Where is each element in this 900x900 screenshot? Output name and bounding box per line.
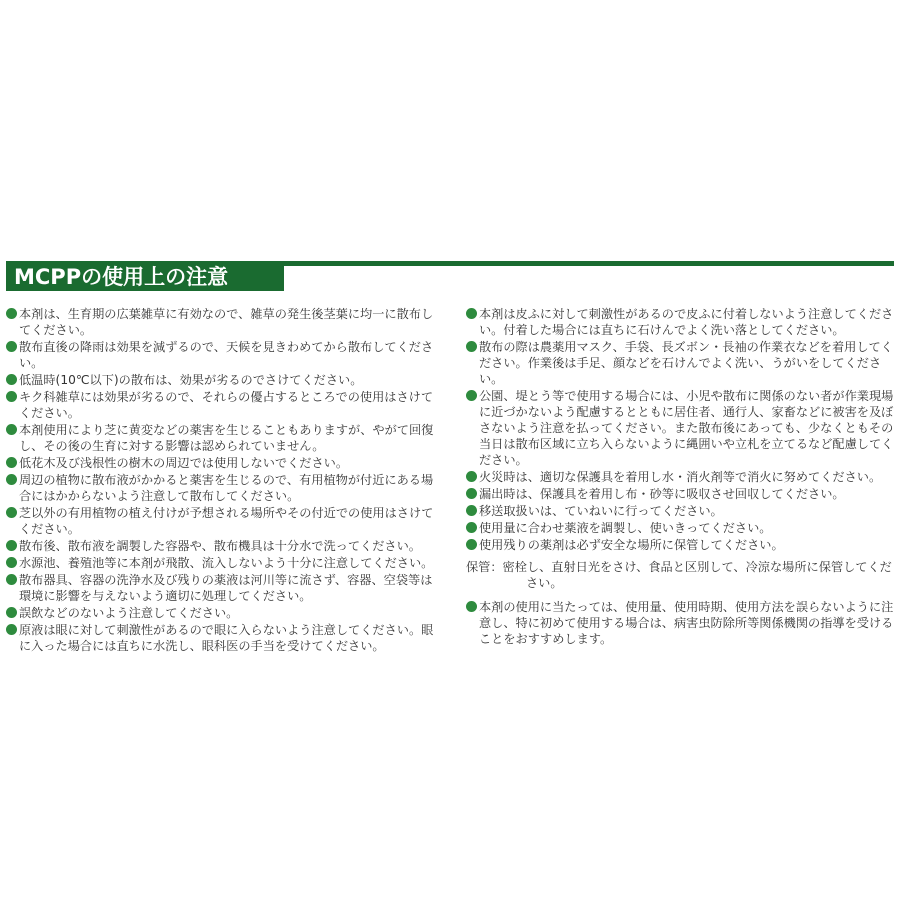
list-item: [466, 599, 894, 647]
list-item-text: 使用残りの薬剤は必ず安全な場所に保管してください。: [479, 538, 784, 552]
bullet-icon: [6, 574, 17, 585]
storage-text: 保管：密栓し、直射日光をさけ、食品と区別して、冷涼な場所に保管してください。: [466, 560, 892, 590]
list-item-text: 火災時は、適切な保護具を着用し水・消火剤等で消火に努めてください。: [479, 470, 882, 484]
bullet-icon: [466, 390, 477, 401]
list-item: [6, 538, 438, 554]
right-list-top: [466, 306, 894, 553]
list-item: [6, 389, 438, 421]
page-title: MCPPの使用上の注意: [14, 265, 229, 289]
list-item-text: 誤飲などのないよう注意してください。: [19, 606, 239, 620]
section-header: [6, 261, 894, 291]
storage-note: [466, 559, 894, 591]
list-item-text: 散布直後の降雨は効果を減ずるので、天候を見きわめてから散布してください。: [19, 340, 434, 370]
list-item-text: 公園、堤とう等で使用する場合には、小児や散布に関係のない者が作業現場に近づかないよう配慮するとともに居住者、通行人、家畜などに被害を及ぼさないよう注意を払ってください。また散布後にあっても、少なくともその当日は散布区域に立ち入らないように縄囲いや立札を立てるなど配慮してください。: [479, 389, 894, 467]
bullet-icon: [466, 488, 477, 499]
list-item: [466, 537, 894, 553]
list-item: [466, 520, 894, 536]
bullet-icon: [6, 341, 17, 352]
list-item: [6, 306, 438, 338]
list-item: [6, 472, 438, 504]
list-item-text: 原液は眼に対して刺激性があるので眼に入らないよう注意してください。眼に入った場合には直ちに水洗し、眼科医の手当を受けてください。: [19, 623, 434, 653]
list-item: [466, 339, 894, 387]
list-item-text: 本剤は皮ふに対して刺激性があるので皮ふに付着しないよう注意してください。付着した場合には直ちに石けんでよく洗い落としてください。: [479, 307, 894, 337]
right-column: [466, 306, 894, 648]
list-item: [466, 388, 894, 468]
bullet-icon: [6, 374, 17, 385]
list-item: [6, 339, 438, 371]
list-item: [6, 455, 438, 471]
bullet-icon: [466, 601, 477, 612]
list-item-text: 周辺の植物に散布液がかかると薬害を生じるので、有用植物が付近にある場合にはかからないよう注意して散布してください。: [19, 473, 434, 503]
list-item-text: 散布器具、容器の洗浄水及び残りの薬液は河川等に流さず、容器、空袋等は環境に影響を与えないよう適切に処理してください。: [19, 573, 433, 603]
list-item: [466, 503, 894, 519]
bullet-icon: [6, 391, 17, 402]
bullet-icon: [466, 308, 477, 319]
list-item-text: 低花木及び浅根性の樹木の周辺では使用しないでください。: [19, 456, 349, 470]
list-item: [466, 469, 894, 485]
list-item: [6, 605, 438, 621]
bullet-icon: [466, 341, 477, 352]
list-item: [6, 555, 438, 571]
bullet-icon: [6, 457, 17, 468]
list-item: [6, 572, 438, 604]
list-item-text: 水源池、養殖池等に本剤が飛散、流入しないよう十分に注意してください。: [19, 556, 434, 570]
list-item-text: 本剤使用により芝に黄変などの薬害を生じることもありますが、やがて回復し、その後の生育に対する影響は認められていません。: [19, 423, 434, 453]
bullet-icon: [466, 505, 477, 516]
bullet-icon: [6, 607, 17, 618]
list-item: [6, 372, 438, 388]
list-item-text: 本剤は、生育期の広葉雑草に有効なので、雑草の発生後茎葉に均一に散布してください。: [19, 307, 434, 337]
list-item-text: 使用量に合わせ薬液を調製し、使いきってください。: [479, 521, 772, 535]
bullet-icon: [6, 507, 17, 518]
list-item-text: 低温時(10℃以下)の散布は、効果が劣るのでさけてください。: [19, 373, 363, 387]
bullet-icon: [466, 522, 477, 533]
list-item: [6, 622, 438, 654]
list-item: [466, 306, 894, 338]
right-list-bottom: [466, 599, 894, 647]
list-item-text: 芝以外の有用植物の植え付けが予想される場所やその付近での使用はさけてください。: [19, 506, 434, 536]
list-item-text: キク科雑草には効果が劣るので、それらの優占するところでの使用はさけてください。: [19, 390, 434, 420]
list-item: [6, 422, 438, 454]
bullet-icon: [6, 308, 17, 319]
list-item-text: 散布後、散布液を調製した容器や、散布機具は十分水で洗ってください。: [19, 539, 421, 553]
list-item-text: 漏出時は、保護具を着用し布・砂等に吸収させ回収してください。: [479, 487, 845, 501]
list-item-text: 本剤の使用に当たっては、使用量、使用時期、使用方法を誤らないように注意し、特に初めて使用する場合は、病害虫防除所等関係機関の指導を受けることをおすすめします。: [479, 600, 894, 646]
left-column: [6, 306, 438, 655]
list-item-text: 散布の際は農薬用マスク、手袋、長ズボン・長袖の作業衣などを着用してください。作業後は手足、顔などを石けんでよく洗い、うがいをしてください。: [479, 340, 893, 386]
bullet-icon: [6, 474, 17, 485]
bullet-icon: [466, 539, 477, 550]
bullet-icon: [6, 624, 17, 635]
bullet-icon: [6, 540, 17, 551]
list-item: [466, 486, 894, 502]
bullet-icon: [6, 424, 17, 435]
bullet-icon: [466, 471, 477, 482]
bullet-icon: [6, 557, 17, 568]
list-item: [6, 505, 438, 537]
list-item-text: 移送取扱いは、ていねいに行ってください。: [479, 504, 723, 518]
